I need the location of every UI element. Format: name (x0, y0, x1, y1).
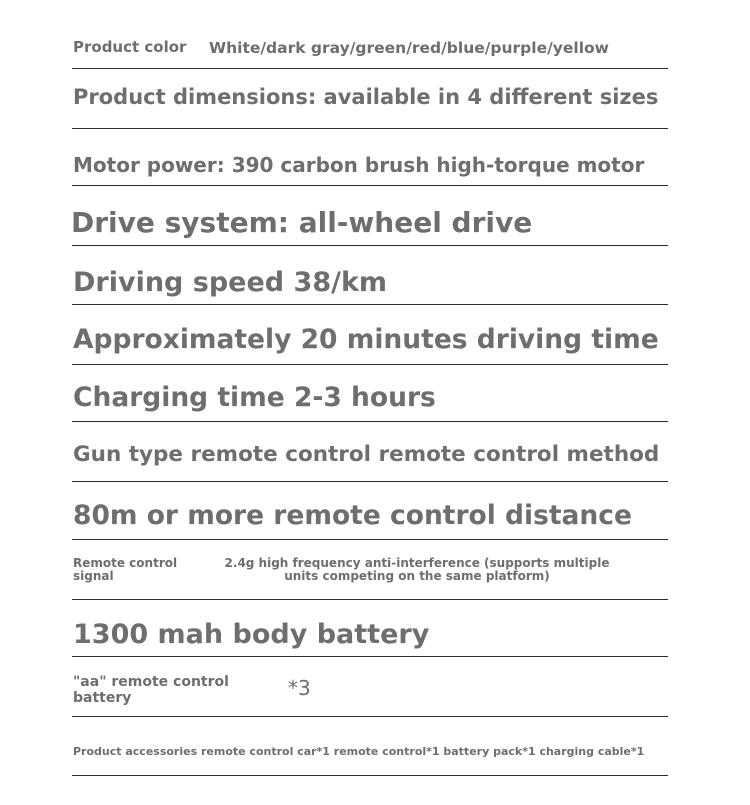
drive-system-text: Drive system: all-wheel drive (71, 206, 533, 239)
spec-row-body-battery (72, 599, 668, 657)
spec-row-motor (72, 128, 668, 186)
speed-text: Driving speed 38/km (73, 267, 388, 298)
motor-text: Motor power: 390 carbon brush high-torque motor (73, 153, 645, 177)
remote-type-text: Gun type remote control remote control method (73, 442, 660, 467)
spec-row-accessories (72, 716, 668, 776)
remote-battery-label: "aa" remote control battery (73, 674, 229, 706)
dimensions-text: Product dimensions: available in 4 different sizes (73, 85, 659, 109)
body-battery-text: 1300 mah body battery (73, 619, 430, 650)
spec-row-remote-type (72, 421, 668, 482)
product-color-value: White/dark gray/green/red/blue/purple/yellow (209, 39, 609, 57)
spec-row-product-color (72, 0, 668, 69)
remote-signal-value: 2.4g high frequency anti-interference (supports multiple units competing on the same platform) (224, 556, 610, 583)
remote-battery-value: *3 (288, 676, 311, 700)
spec-row-speed (72, 245, 668, 305)
spec-row-driving-time (72, 304, 668, 365)
driving-time-text: Approximately 20 minutes driving time (73, 324, 659, 355)
accessories-text: Product accessories remote control car*1 remote control*1 battery pack*1 charging cable*1 (73, 745, 645, 758)
remote-distance-text: 80m or more remote control distance (73, 500, 632, 531)
charging-time-text: Charging time 2-3 hours (73, 382, 436, 413)
spec-row-remote-distance (72, 481, 668, 540)
spec-row-remote-battery (72, 656, 668, 717)
product-color-label: Product color (73, 38, 187, 56)
spec-row-charging-time (72, 364, 668, 422)
spec-row-drive-system (72, 185, 668, 246)
remote-signal-label: Remote control signal (73, 556, 178, 583)
spec-row-dimensions (72, 68, 668, 129)
spec-row-remote-signal (72, 539, 668, 600)
